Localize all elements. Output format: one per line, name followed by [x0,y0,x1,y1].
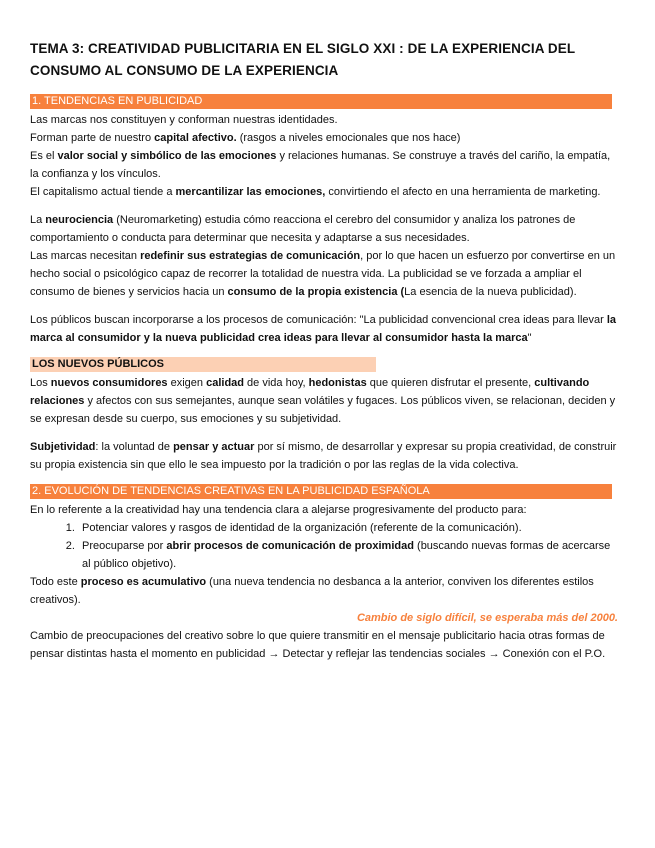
paragraph-publicos-comunicacion: Los públicos buscan incorporarse a los procesos de comunicación: "La publicidad convencional crea ideas para llevar la marca al consumidor y la nueva publicidad crea ideas para llevar al consumidor hasta la marca" [30,314,617,344]
paragraph-acumulativo: Todo este proceso es acumulativo (una nueva tendencia no desbanca a la anterior, conviven los diferentes estilos creativos). [30,576,594,606]
list-item: 1. Potenciar valores y rasgos de identidad de la organización (referente de la comunicación). [78,519,620,537]
section-heading-nuevos-publicos: LOS NUEVOS PÚBLICOS [30,357,376,372]
list-tendencias [30,519,620,573]
highlighted-note: Cambio de siglo difícil, se esperaba más del 2000. [356,612,618,624]
list-item: 2. Preocuparse por abrir procesos de comunicación de proximidad (buscando nuevas formas de acercarse al público objetivo). [78,537,620,573]
paragraph-neurociencia: La neurociencia (Neuromarketing) estudia cómo reacciona el cerebro del consumidor y analiza los patrones de comportamiento o conducta para determinar que necesita y adaptarse a sus necesidades. Las marcas necesitan redefinir sus estrategias de comunicación, por lo que hacen un esfuerzo por convertirse en un hecho social o psicológico capaz de recorrer la totalidad de nuestra vida. La publicidad se ve forzada a ampliar el consumo de bienes y servicios hacia un consumo de la propia existencia (La esencia de la nueva publicidad). [30,214,616,298]
paragraph-intro-creatividad: En lo referente a la creatividad hay una tendencia clara a alejarse progresivamente del producto para: [30,504,527,516]
paragraph-final: Cambio de preocupaciones del creativo sobre lo que quiere transmitir en el mensaje publicitario hacia otras formas de pensar distintas hasta el momento en publicidad → Detectar y reflejar las tendencias sociales → Conexión con el P.O. [30,630,606,660]
section-heading-tendencias: 1. TENDENCIAS EN PUBLICIDAD [30,94,612,109]
paragraph-marcas: Las marcas nos constituyen y conforman nuestras identidades. Forman parte de nuestro capital afectivo. (rasgos a niveles emocionales que nos hace) Es el valor social y simbólico de las emociones y relaciones humanas. Se construye a través del cariño, la empatía, la confianza y los vínculos. El capitalismo actual tiende a mercantilizar las emociones, convirtiendo el afecto en una herramienta de marketing. [30,114,611,198]
document-page [30,38,620,663]
paragraph-subjetividad: Subjetividad: la voluntad de pensar y actuar por sí mismo, de desarrollar y expresar su propia creatividad, de construir su propia existencia sin que ello le sea impuesto por la tradición o por las reglas de la vida colectiva. [30,441,617,471]
paragraph-nuevos-consumidores: Los nuevos consumidores exigen calidad de vida hoy, hedonistas que quieren disfrutar el presente, cultivando relaciones y afectos con sus semejantes, aunque sean volátiles y fugaces. Los públicos viven, se relacionan, deciden y se expresan desde su cuerpo, sus emociones y su subjetividad. [30,377,616,425]
page-title: TEMA 3: CREATIVIDAD PUBLICITARIA EN EL SIGLO XXI : DE LA EXPERIENCIA DEL CONSUMO AL CONSUMO DE LA EXPERIENCIA [30,41,575,78]
section-heading-evolucion: 2. EVOLUCIÓN DE TENDENCIAS CREATIVAS EN LA PUBLICIDAD ESPAÑOLA [30,484,612,499]
